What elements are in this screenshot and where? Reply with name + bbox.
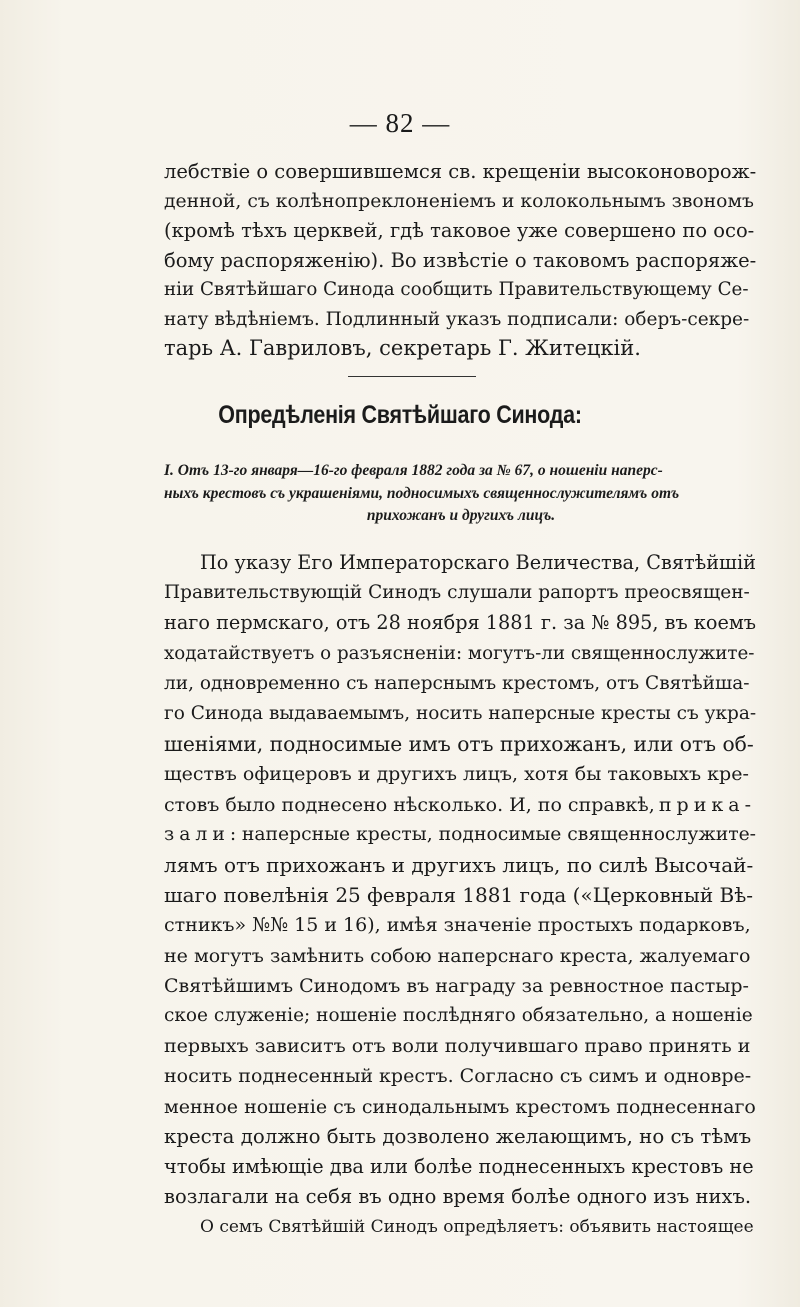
- text-line: [164, 334, 756, 364]
- line-text: стникъ» №№ 15 и 16), имѣя значеніе простыхъ подарковъ,: [164, 914, 751, 937]
- text-line: [164, 1092, 756, 1122]
- title-line-text: I. Отъ 13-го января—16-го февраля 1882 года за № 67, о ношеніи наперс-: [164, 462, 663, 479]
- line-text: го Синода выдаваемымъ, носить наперсные кресты съ укра-: [164, 703, 757, 725]
- title-line: [164, 460, 758, 483]
- line-text: ское служеніе; ношеніе послѣдняго обязательно, а ношеніе: [164, 1005, 753, 1027]
- page-number: — 82 —: [349, 108, 451, 138]
- text-line: [164, 246, 756, 276]
- text-line: [164, 971, 756, 1001]
- line-text: не могутъ замѣнить собою наперснаго креста, жалуемаго: [164, 944, 751, 967]
- text-line: [164, 639, 756, 669]
- text-line: [164, 1152, 756, 1182]
- text-line: [164, 699, 756, 729]
- text-line: [164, 305, 756, 335]
- line-text: чтобы имѣющіе два или болѣе поднесенныхъ крестовъ не: [164, 1155, 754, 1179]
- text-line: [164, 578, 756, 608]
- text-line: [164, 157, 756, 187]
- text-line: [164, 910, 756, 940]
- text-line: [164, 729, 756, 759]
- text-line: [164, 1212, 756, 1242]
- text-line: [164, 850, 756, 880]
- line-text: стовъ было поднесено нѣсколько. И, по справкѣ,: [164, 793, 655, 816]
- title-line: [164, 483, 758, 506]
- text-line: [164, 1001, 756, 1031]
- title-line: [164, 505, 758, 528]
- text-line: [164, 1182, 756, 1212]
- text-line: [164, 1061, 756, 1091]
- text-line: [164, 941, 756, 971]
- text-line: [164, 1122, 756, 1152]
- spaced-word-cont: зали:: [164, 823, 242, 845]
- text-line: [164, 1031, 756, 1061]
- text-line: [164, 187, 756, 217]
- line-text: Святѣйшимъ Синодомъ въ награду за ревностное пастыр-: [164, 974, 749, 997]
- line-text: По указу Его Императорскаго Величества, Святѣйшій: [200, 551, 756, 574]
- line-text: нату вѣдѣніемъ. Подлинный указъ подписали: оберъ-секре-: [164, 308, 750, 330]
- line-text: наперсные кресты, подносимые священнослужите-: [241, 823, 756, 845]
- line-text: бому распоряженію). Во извѣстіе о таковомъ распоряже-: [164, 248, 757, 272]
- text-line: [164, 216, 756, 246]
- line-text: О семъ Святѣйшій Синодъ опредѣляетъ: объявить настоящее: [200, 1217, 754, 1238]
- line-text: первыхъ зависитъ отъ воли получившаго право принять и: [164, 1035, 751, 1058]
- line-text: ществъ офицеровъ и другихъ лицъ, хотя бы таковыхъ кре-: [164, 763, 749, 786]
- line-text: менное ношеніе съ синодальнымъ крестомъ поднесеннаго: [164, 1095, 756, 1118]
- line-text: носить поднесенный крестъ. Согласно съ симъ и одновре-: [164, 1065, 752, 1088]
- spaced-word: прика-: [658, 793, 756, 816]
- text-line: [164, 548, 756, 578]
- line-text: Правительствующій Синодъ слушали рапортъ преосвящен-: [164, 582, 750, 604]
- line-text: ли, одновременно съ наперснымъ крестомъ, отъ Святѣйша-: [164, 672, 750, 694]
- line-text: лебствіе о совершившемся св. крещеніи высоконоворож-: [164, 160, 757, 183]
- section-heading: Опредѣленія Святѣйшаго Синода:: [218, 401, 582, 429]
- line-text: ходатайствуетъ о разъясненіи: могутъ-ли священнослужите-: [164, 642, 755, 664]
- line-text: возлагали на себя въ одно время болѣе одного изъ нихъ.: [164, 1185, 752, 1209]
- line-text: шаго повелѣнія 25 февраля 1881 года («Церковный Вѣ-: [164, 883, 754, 908]
- intro-paragraph: [164, 157, 756, 364]
- line-text: (кромѣ тѣхъ церквей, гдѣ таковое уже совершено по осо-: [164, 219, 755, 242]
- text-line: [164, 275, 756, 305]
- text-line: [164, 790, 756, 820]
- section-divider: [348, 376, 476, 377]
- resolution-title: [164, 460, 758, 528]
- title-line-text: ныхъ крестовъ съ украшеніями, подносимыхъ священнослужителямъ отъ: [164, 484, 680, 502]
- text-line: [164, 880, 756, 910]
- line-text: денной, съ колѣнопреклоненіемъ и колокольнымъ звономъ: [164, 190, 754, 212]
- line-text: лямъ отъ прихожанъ и другихъ лицъ, по силѣ Высочай-: [164, 853, 754, 878]
- text-line: [164, 669, 756, 699]
- line-text: креста должно быть дозволено желающимъ, но съ тѣмъ: [164, 1124, 752, 1148]
- line-text: наго пермскаго, отъ 28 ноября 1881 г. за № 895, въ коемъ: [164, 611, 757, 635]
- title-line-text: прихожанъ и другихъ лицъ.: [366, 507, 556, 524]
- line-text: ніи Святѣйшаго Синода сообщить Правительствующему Се-: [164, 279, 749, 300]
- line-text: тарь А. Гавриловъ, секретарь Г. Житецкій.: [164, 336, 641, 360]
- resolution-body: [164, 548, 756, 1243]
- line-text: шеніями, подносимые имъ отъ прихожанъ, или отъ об-: [164, 732, 754, 757]
- text-line: [164, 820, 756, 850]
- text-line: [164, 759, 756, 789]
- text-line: [164, 608, 756, 638]
